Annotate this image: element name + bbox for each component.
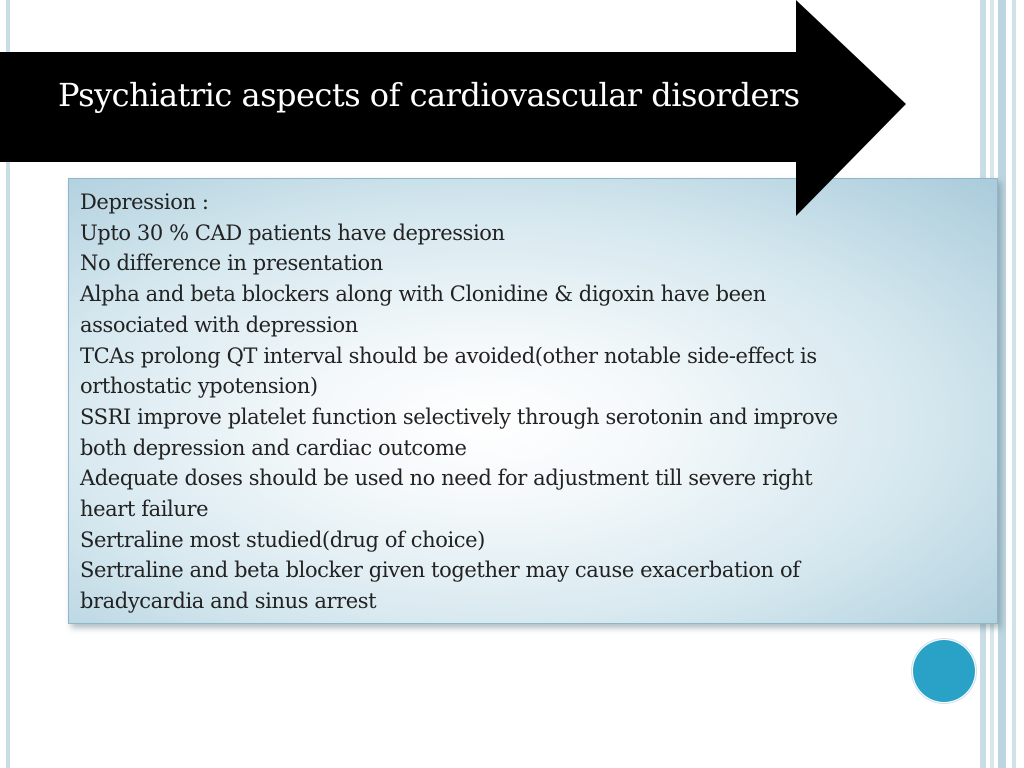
content-line: Depression : [80, 190, 209, 214]
content-line: Alpha and beta blockers along with Clonidine & digoxin have been [80, 282, 766, 307]
slide-title: Psychiatric aspects of cardiovascular disorders [58, 76, 800, 114]
decorative-rail-right [998, 0, 1006, 768]
decorative-circle [913, 640, 975, 702]
content-line: TCAs prolong QT interval should be avoided(other notable side-effect is [80, 343, 817, 368]
content-line: Upto 30 % CAD patients have depression [80, 220, 505, 245]
content-line: orthostatic ypotension) [80, 374, 318, 399]
content-line: both depression and cardiac outcome [80, 435, 467, 460]
content-line: associated with depression [80, 312, 358, 337]
content-line: bradycardia and sinus arrest [80, 589, 377, 614]
decorative-rail-right [1012, 0, 1016, 768]
content-box [68, 178, 998, 624]
content-line: SSRI improve platelet function selectively through serotonin and improve [80, 404, 838, 429]
content-line: Sertraline and beta blocker given together may cause exacerbation of [80, 558, 800, 583]
content-line: Sertraline most studied(drug of choice) [80, 527, 485, 552]
content-text [80, 187, 980, 617]
content-line: No difference in presentation [80, 251, 383, 276]
content-line: Adequate doses should be used no need for adjustment till severe right [80, 466, 813, 491]
content-line: heart failure [80, 497, 209, 522]
